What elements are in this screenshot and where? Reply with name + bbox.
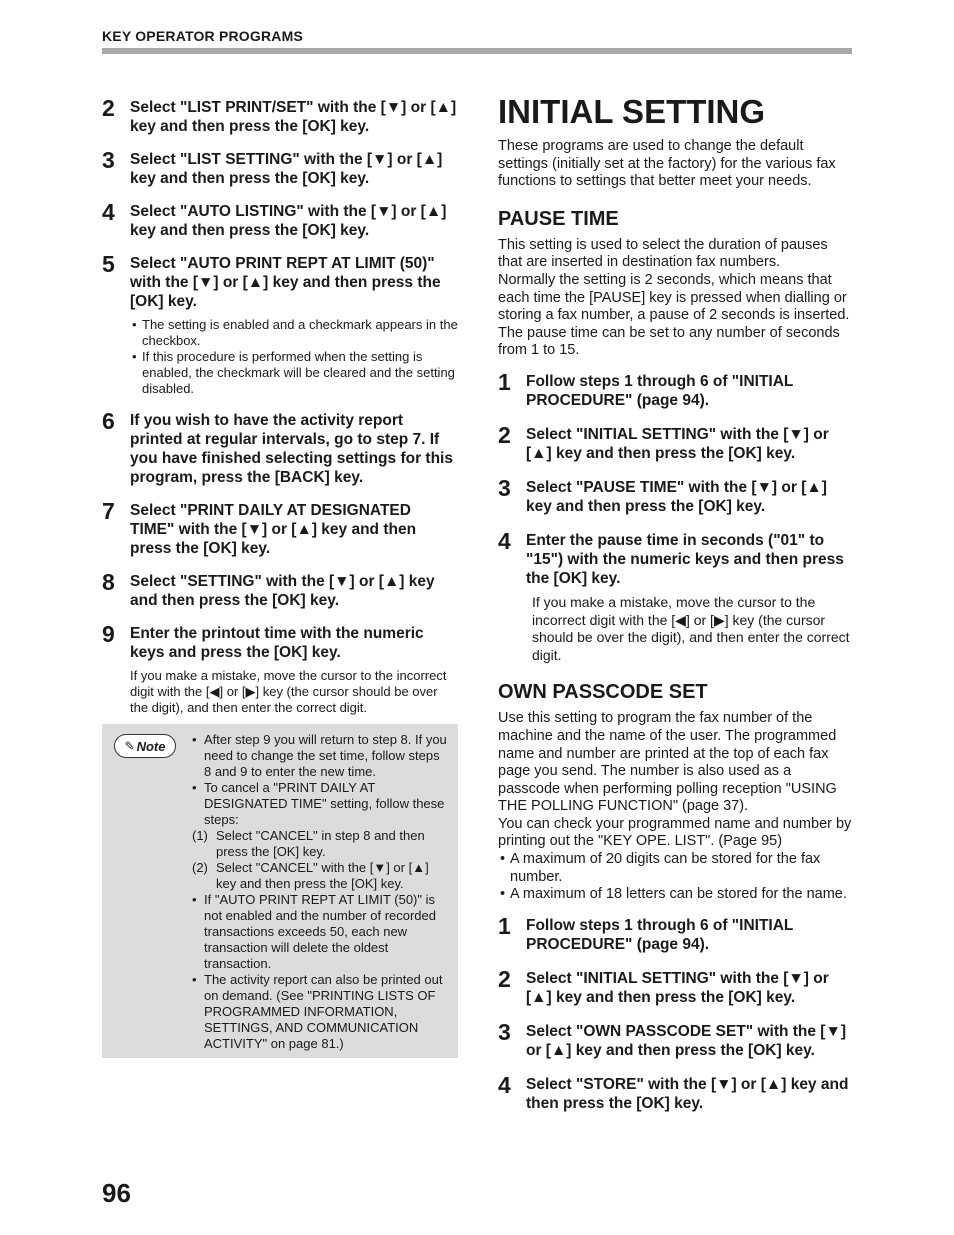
step-7 xyxy=(102,498,458,558)
right-column xyxy=(498,92,854,1128)
note-label: Note xyxy=(136,738,166,754)
step-number: 9 xyxy=(102,621,115,647)
page-number: 96 xyxy=(102,1178,131,1208)
bullet-item: • A maximum of 18 letters can be stored for the name. xyxy=(498,886,854,904)
step-text: Select "LIST PRINT/SET" with the [▼] or [▲] key and then press the [OK] key. xyxy=(130,99,457,135)
passcode-step-3 xyxy=(498,1018,854,1060)
note-item: • If "AUTO PRINT REPT AT LIMIT (50)" is not enabled and the number of recorded transactions exceeds 50, each new transaction will delete the oldest transaction. xyxy=(192,892,448,972)
step-5 xyxy=(102,251,458,397)
left-column xyxy=(102,95,458,1058)
header-rule xyxy=(102,48,852,54)
step-text: Select "PAUSE TIME" with the [▼] or [▲] key and then press the [OK] key. xyxy=(526,478,827,515)
step-6 xyxy=(102,408,458,487)
subitem-text: Select "CANCEL" in step 8 and then press the [OK] key. xyxy=(216,828,425,859)
step-number: 1 xyxy=(498,368,511,395)
step-number: 3 xyxy=(498,474,511,501)
step-8 xyxy=(102,569,458,610)
step-text: Select "AUTO LISTING" with the [▼] or [▲] key and then press the [OK] key. xyxy=(130,203,447,239)
step-subtext: If you make a mistake, move the cursor to the incorrect digit with the [◀] or [▶] key (the cursor should be over the digit), and then enter the correct digit. xyxy=(130,668,447,715)
section-title-pause-time: PAUSE TIME xyxy=(498,207,619,230)
step-bullets xyxy=(130,317,458,397)
step-2 xyxy=(102,95,458,136)
subitem-number: (1) xyxy=(192,828,208,843)
step-text: If you wish to have the activity report printed at regular intervals, go to step 7. If you have finished selecting settings for this program, press the [BACK] key. xyxy=(130,412,453,486)
bullet-item: • A maximum of 20 digits can be stored for the fax number. xyxy=(498,851,854,886)
step-text: Enter the printout time with the numeric keys and press the [OK] key. xyxy=(130,625,424,661)
step-number: 6 xyxy=(102,408,115,434)
step-number: 5 xyxy=(102,251,115,277)
note-item: • After step 9 you will return to step 8. If you need to change the set time, follow steps 8 and 9 to enter the new time. xyxy=(192,732,448,780)
step-number: 1 xyxy=(498,912,511,939)
page-title: INITIAL SETTING xyxy=(498,93,766,130)
pause-step-2 xyxy=(498,421,854,463)
note-item: • The activity report can also be printed out on demand. (See "PRINTING LISTS OF PROGRAMMED INFORMATION, SETTINGS, AND COMMUNICATION ACTIVITY" on page 81.) xyxy=(192,972,448,1052)
step-text: Select "STORE" with the [▼] or [▲] key and then press the [OK] key. xyxy=(526,1075,849,1112)
step-number: 7 xyxy=(102,498,115,524)
passcode-step-2 xyxy=(498,965,854,1007)
step-number: 2 xyxy=(498,965,511,992)
step-number: 2 xyxy=(498,421,511,448)
passcode-step-4 xyxy=(498,1071,854,1113)
intro-paragraph: These programs are used to change the default settings (initially set at the factory) for the various fax functions to settings that better meet your needs. xyxy=(498,138,836,190)
note-item: • To cancel a "PRINT DAILY AT DESIGNATED TIME" setting, follow these steps: xyxy=(192,780,448,828)
running-header: KEY OPERATOR PROGRAMS xyxy=(102,28,304,44)
step-text: Select "SETTING" with the [▼] or [▲] key and then press the [OK] key. xyxy=(130,573,435,609)
subitem-text: Select "CANCEL" with the [▼] or [▲] key and then press the [OK] key. xyxy=(216,860,429,891)
step-9 xyxy=(102,621,458,716)
pause-step-3 xyxy=(498,474,854,516)
pause-step-1 xyxy=(498,368,854,410)
step-number: 3 xyxy=(102,147,115,173)
step-number: 4 xyxy=(102,199,115,225)
step-text: Follow steps 1 through 6 of "INITIAL PROCEDURE" (page 94). xyxy=(526,372,794,409)
step-number: 8 xyxy=(102,569,115,595)
bullet-item: • If this procedure is performed when the setting is enabled, the checkmark will be cleared and the setting disabled. xyxy=(130,349,458,397)
pencil-icon: ✎ xyxy=(124,739,135,753)
step-text: Select "AUTO PRINT REPT AT LIMIT (50)" with the [▼] or [▲] key and then press the [OK] key. xyxy=(130,255,441,310)
step-text: Select "LIST SETTING" with the [▼] or [▲] key and then press the [OK] key. xyxy=(130,151,443,187)
step-text: Select "PRINT DAILY AT DESIGNATED TIME" with the [▼] or [▲] key and then press the [OK] key. xyxy=(130,502,417,557)
step-text: Enter the pause time in seconds ("01" to "15") with the numeric keys and then press the [OK] key. xyxy=(526,531,844,587)
paragraph: Normally the setting is 2 seconds, which means that each time the [PAUSE] key is pressed when dialling or storing a fax number, a pause of 2 seconds is inserted. The pause time can be set to any number of seconds from 1 to 15. xyxy=(498,271,850,359)
step-subtext: If you make a mistake, move the cursor to the incorrect digit with the [◀] or [▶] key (the cursor should be over the digit), and then enter the correct digit. xyxy=(532,593,850,663)
note-box xyxy=(102,724,458,1058)
step-number: 2 xyxy=(102,95,115,121)
paragraph: Use this setting to program the fax number of the machine and the name of the user. The programmed name and number are printed at the top of each fax page you send. The number is also used as a passcode when performing polling reception "USING THE POLLING FUNCTION" (page 37). xyxy=(498,710,837,815)
passcode-step-1 xyxy=(498,912,854,954)
step-number: 4 xyxy=(498,1071,511,1098)
step-text: Select "INITIAL SETTING" with the [▼] or [▲] key and then press the [OK] key. xyxy=(526,969,829,1006)
bullet-item: • The setting is enabled and a checkmark appears in the checkbox. xyxy=(130,317,458,349)
note-subitem xyxy=(192,828,448,860)
section-title-own-passcode-set: OWN PASSCODE SET xyxy=(498,681,708,704)
note-subitem xyxy=(192,860,448,892)
pause-step-4 xyxy=(498,527,854,664)
step-4 xyxy=(102,199,458,240)
paragraph: You can check your programmed name and number by printing out the "KEY OPE. LIST". (Page 95) xyxy=(498,815,852,850)
step-text: Select "INITIAL SETTING" with the [▼] or [▲] key and then press the [OK] key. xyxy=(526,425,829,462)
step-text: Follow steps 1 through 6 of "INITIAL PROCEDURE" (page 94). xyxy=(526,916,794,953)
step-number: 3 xyxy=(498,1018,511,1045)
step-3 xyxy=(102,147,458,188)
step-number: 4 xyxy=(498,527,511,554)
step-text: Select "OWN PASSCODE SET" with the [▼] or [▲] key and then press the [OK] key. xyxy=(526,1022,846,1059)
note-badge xyxy=(114,734,176,758)
paragraph: This setting is used to select the duration of pauses that are inserted in destination fax numbers. xyxy=(498,236,828,271)
subitem-number: (2) xyxy=(192,860,208,875)
